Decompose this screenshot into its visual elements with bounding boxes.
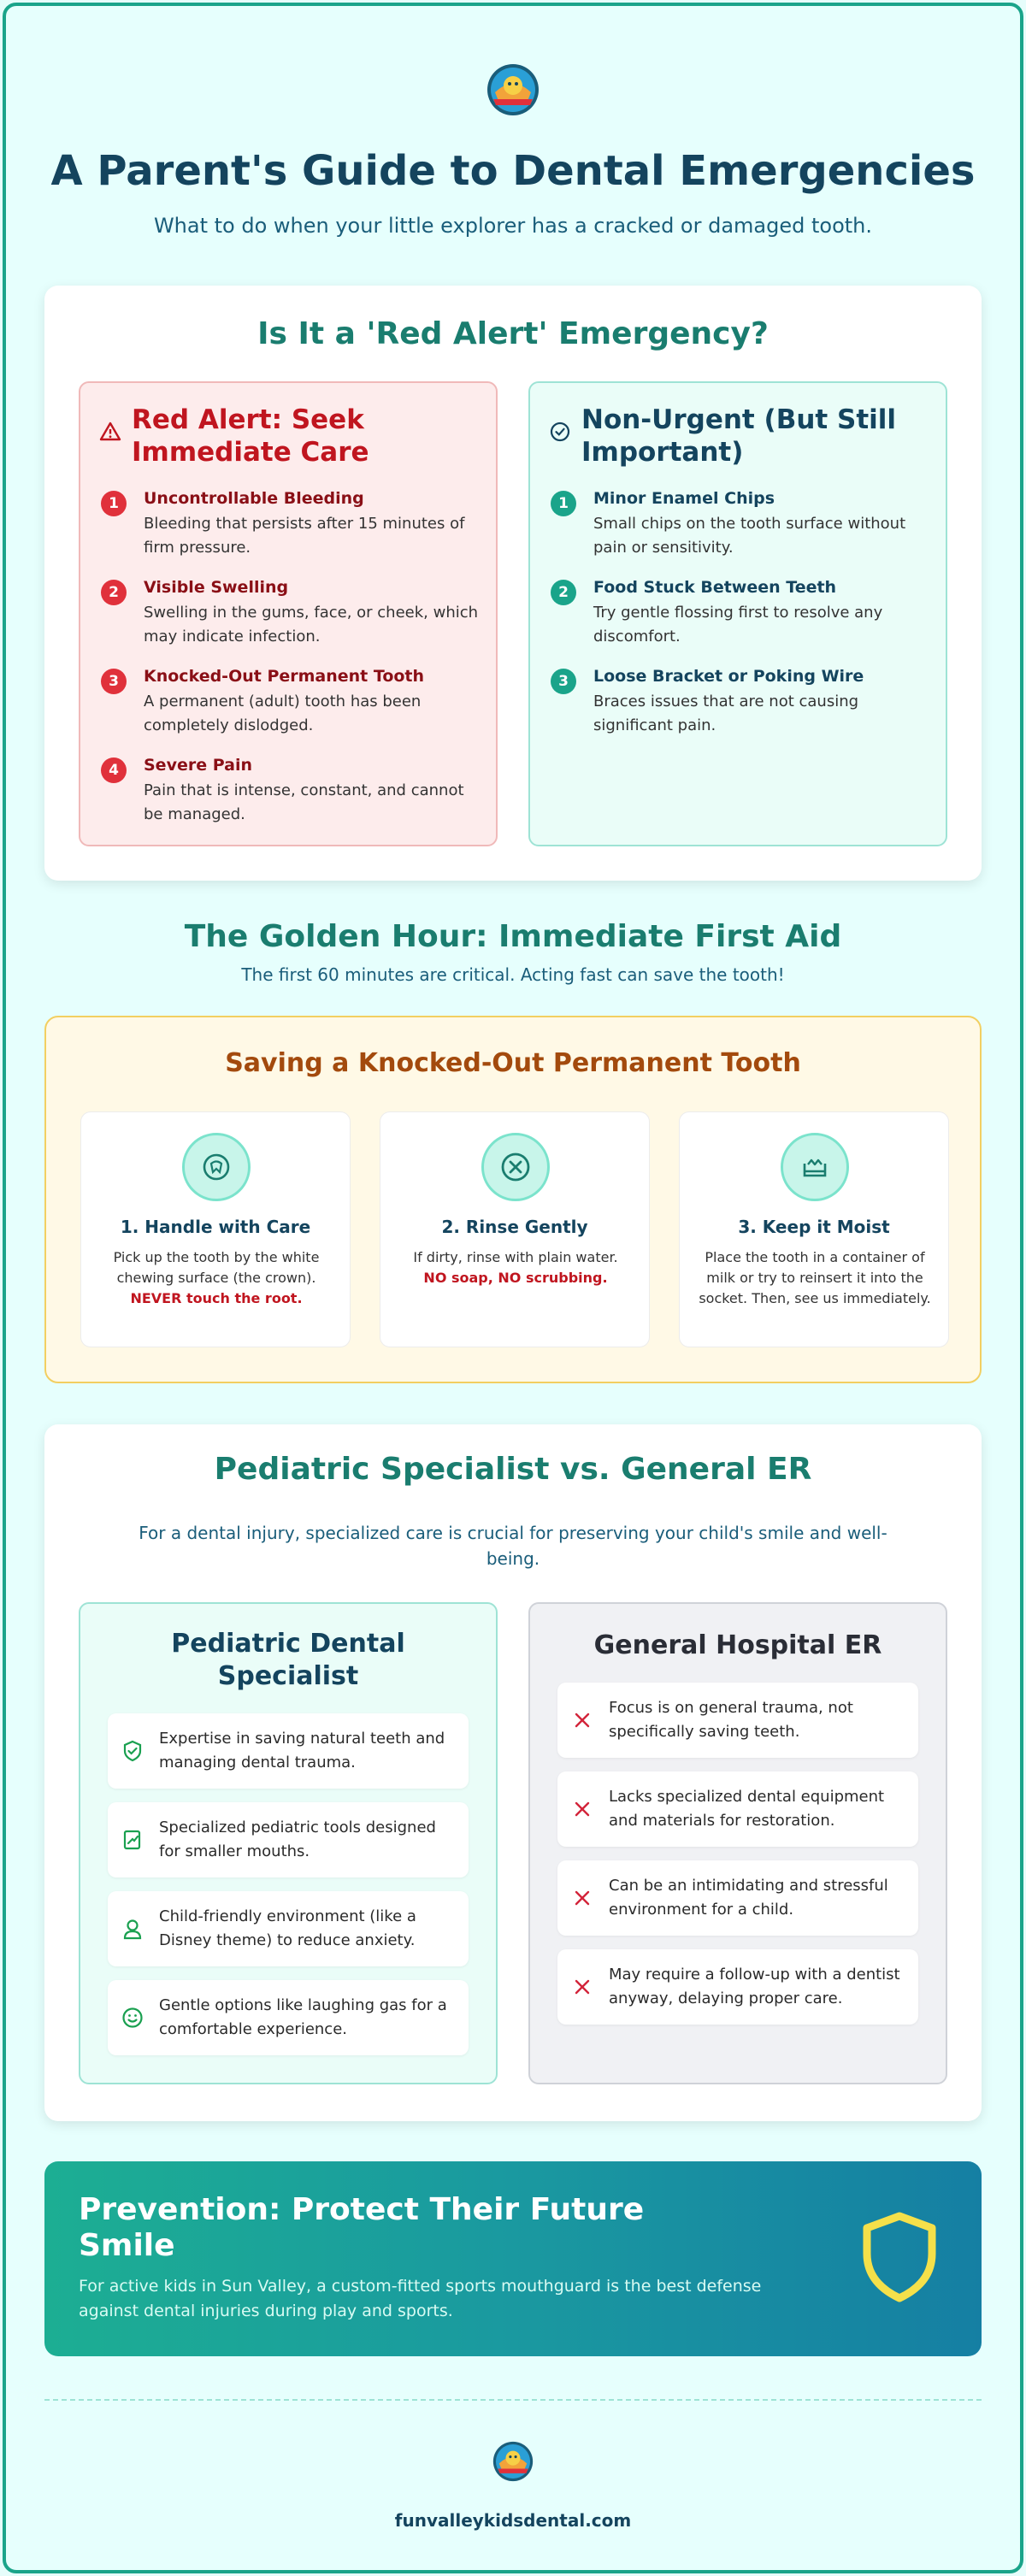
- tools-icon: [121, 1829, 144, 1851]
- prevention-title: Prevention: Protect Their Future Smile: [79, 2192, 645, 2263]
- item-number: 1: [551, 491, 576, 516]
- first-aid-card: [44, 1016, 982, 1383]
- x-mark-icon: [571, 1887, 593, 1909]
- feature-text: Gentle options like laughing gas for a comfortable experience.: [159, 1996, 447, 2038]
- feature-item: [108, 1891, 469, 1966]
- clinic-logo: [490, 2438, 536, 2485]
- item-description: A permanent (adult) tooth has been completely dislodged.: [144, 693, 422, 734]
- step-description: [697, 1247, 933, 1309]
- item-number: 3: [551, 669, 576, 694]
- prevention-banner: [44, 2161, 982, 2356]
- warning-triangle-icon: [99, 421, 121, 443]
- step-title: 1. Handle with Care: [120, 1217, 311, 1237]
- footer-divider: [44, 2399, 982, 2401]
- first-aid-step: [380, 1111, 650, 1347]
- specialist-title: Pediatric Specialist vs. General ER: [214, 1452, 812, 1487]
- page-subtitle: What to do when your little explorer has a cracked or damaged tooth.: [153, 214, 873, 238]
- step-description: [398, 1247, 634, 1288]
- footer-website-link[interactable]: funvalleykidsdental.com: [394, 2510, 632, 2531]
- feature-text: May require a follow-up with a dentist anyway, delaying proper care.: [609, 1966, 900, 2007]
- step-desc-text: Place the tooth in a container of milk or try to reinsert it into the socket. Then, see us immediately.: [699, 1249, 931, 1306]
- item-number: 4: [101, 757, 127, 783]
- feature-text: Expertise in saving natural teeth and managing dental trauma.: [159, 1730, 445, 1771]
- shield-check-icon: [121, 1740, 144, 1762]
- first-aid-title: Saving a Knocked-Out Permanent Tooth: [225, 1048, 801, 1078]
- feature-text: Child-friendly environment (like a Disney theme) to reduce anxiety.: [159, 1907, 416, 1949]
- item-title: Uncontrollable Bleeding: [144, 489, 364, 508]
- item-title: Severe Pain: [144, 756, 252, 775]
- step-warning: NEVER touch the root.: [130, 1290, 303, 1306]
- feature-item: [108, 1980, 469, 2055]
- tooth-hand-icon: [182, 1133, 251, 1201]
- feature-text: Lacks specialized dental equipment and materials for restoration.: [609, 1788, 885, 1830]
- prevention-description: For active kids in Sun Valley, a custom-fitted sports mouthguard is the best defense against dental injuries during play and sports.: [79, 2277, 762, 2320]
- golden-hour-subtitle: The first 60 minutes are critical. Acting fast can save the tooth!: [241, 964, 785, 985]
- feature-item: [108, 1802, 469, 1877]
- pediatric-heading: Pediatric Dental Specialist: [171, 1629, 405, 1691]
- step-description: [98, 1247, 334, 1309]
- item-description: Braces issues that are not causing significant pain.: [593, 693, 859, 734]
- item-description: Try gentle flossing first to resolve any discomfort.: [593, 604, 883, 645]
- item-title: Loose Bracket or Poking Wire: [593, 667, 864, 686]
- red-alert-panel: [79, 381, 498, 846]
- item-description: Small chips on the tooth surface without pain or sensitivity.: [593, 515, 906, 557]
- feature-item: [557, 1949, 918, 2025]
- shield-icon: [858, 2209, 940, 2305]
- specialist-card: [44, 1424, 982, 2121]
- step-desc-text: If dirty, rinse with plain water.: [413, 1249, 618, 1265]
- smile-icon: [121, 2007, 144, 2029]
- item-description: Swelling in the gums, face, or cheek, which may indicate infection.: [144, 604, 479, 645]
- feature-text: Focus is on general trauma, not specifically saving teeth.: [609, 1699, 853, 1741]
- er-heading: General Hospital ER: [593, 1630, 882, 1660]
- first-aid-step: [679, 1111, 949, 1347]
- check-circle-icon: [549, 421, 571, 443]
- red-alert-heading: Red Alert: Seek Immediate Care: [132, 404, 369, 468]
- step-desc-text: Pick up the tooth by the white chewing surface (the crown).: [113, 1249, 320, 1286]
- page-title: A Parent's Guide to Dental Emergencies: [50, 147, 976, 195]
- item-number: 3: [101, 669, 127, 694]
- feature-item: [557, 1860, 918, 1936]
- item-title: Food Stuck Between Teeth: [593, 578, 837, 597]
- item-description: Bleeding that persists after 15 minutes of firm pressure.: [144, 515, 465, 557]
- emergency-check-card: [44, 286, 982, 881]
- golden-hour-title: The Golden Hour: Immediate First Aid: [184, 919, 842, 954]
- clinic-logo: [483, 60, 543, 120]
- emergency-check-title: Is It a 'Red Alert' Emergency?: [257, 316, 769, 351]
- feature-text: Specialized pediatric tools designed for smaller mouths.: [159, 1819, 436, 1860]
- item-title: Knocked-Out Permanent Tooth: [144, 667, 425, 686]
- specialist-intro: For a dental injury, specialized care is crucial for preserving your child's smile and well-being.: [139, 1523, 887, 1569]
- feature-item: [557, 1683, 918, 1758]
- step-title: 3. Keep it Moist: [738, 1217, 890, 1237]
- item-number: 2: [101, 580, 127, 605]
- feature-text: Can be an intimidating and stressful environment for a child.: [609, 1877, 888, 1919]
- x-mark-icon: [571, 1976, 593, 1998]
- step-title: 2. Rinse Gently: [441, 1217, 588, 1237]
- non-urgent-heading: Non-Urgent (But Still Important): [581, 404, 897, 468]
- container-icon: [781, 1133, 849, 1201]
- pediatric-column: [79, 1602, 498, 2084]
- feature-item: [108, 1713, 469, 1789]
- step-warning: NO soap, NO scrubbing.: [423, 1270, 608, 1286]
- x-mark-icon: [571, 1798, 593, 1820]
- non-urgent-panel: [528, 381, 947, 846]
- child-icon: [121, 1918, 144, 1940]
- x-mark-icon: [571, 1709, 593, 1731]
- er-column: [528, 1602, 947, 2084]
- first-aid-step: [80, 1111, 351, 1347]
- item-title: Visible Swelling: [144, 578, 289, 597]
- feature-item: [557, 1771, 918, 1847]
- no-scrub-icon: [481, 1133, 550, 1201]
- item-description: Pain that is intense, constant, and cannot be managed.: [144, 781, 464, 823]
- item-number: 2: [551, 580, 576, 605]
- item-number: 1: [101, 491, 127, 516]
- item-title: Minor Enamel Chips: [593, 489, 775, 508]
